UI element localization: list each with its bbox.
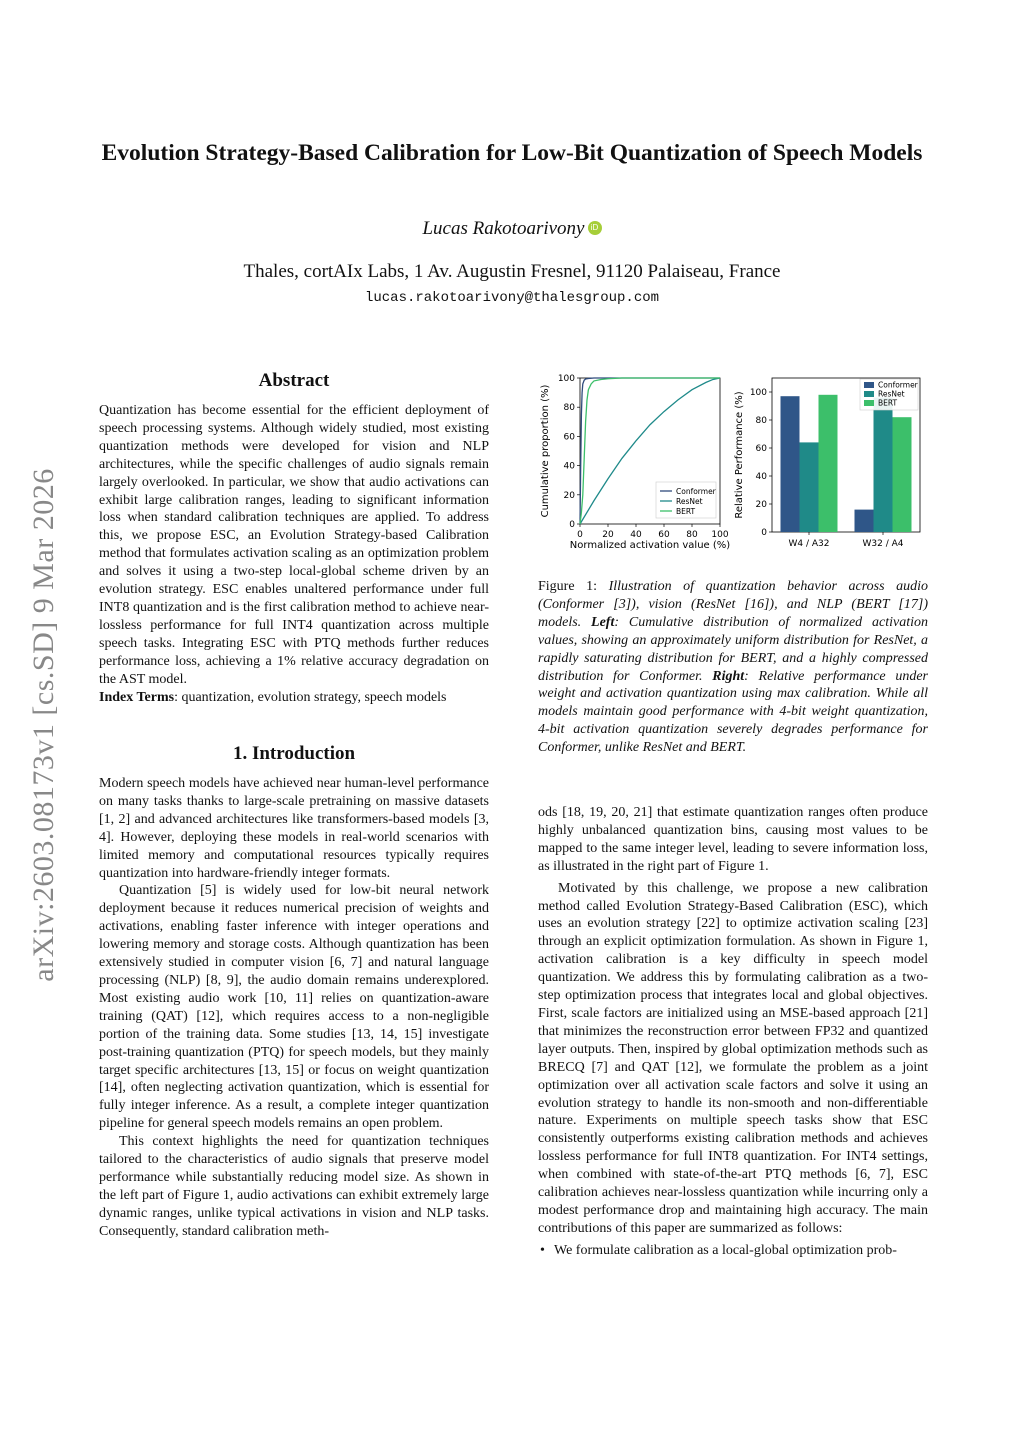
caption-left-label: Left [591, 614, 615, 630]
intro-paragraph-1: Modern speech models have achieved near human-level performance on many tasks thanks to large-scale pretraining on massive datasets [1, 2] and advanced architectures like transformers-based models [3, 4]. However, deploying these models in real-world scenarios with limited memory and computational resources typically requires quantization into hardware-friendly integer formats. [99, 776, 489, 881]
y-axis-label: Relative Performance (%) [734, 391, 745, 519]
x-tick-label: 100 [711, 530, 729, 540]
figure-1 [536, 370, 932, 562]
y-tick-label: 80 [563, 403, 575, 414]
y-tick-label: 0 [569, 520, 575, 530]
intro-paragraph-2: Quantization [5] is widely used for low-bit neural network deployment because it reduces numerical precision of weights and activations, enabling faster inference with integer operations and lowering memory and storage costs. Although quantization has been extensively studied in computer vision [6, 7] and natural language processing (NLP) [8, 9], the audio domain remains underexplored. Most existing audio work [10, 11] relies on quantization-aware training (QAT) [12], which requires access to a non-negligible portion of the training data. Some studies [13, 14, 15] investigate post-training quantization (PTQ) for speech models, but they mainly target specific architectures [13, 15] or focus on weight quantization [14], often neglecting activation quantization, which is essential for fully integer inference. As a result, a complete integer quantization pipeline for general speech models remains an open problem. [99, 883, 489, 1132]
bar-bert [893, 417, 912, 532]
y-tick-label: 0 [761, 528, 767, 538]
y-tick-label: 100 [749, 388, 767, 398]
author-name: Lucas Rakotoarivony [422, 218, 585, 239]
index-terms [99, 689, 489, 707]
x-tick-label: 0 [577, 530, 583, 540]
x-tick-label: 60 [658, 530, 670, 540]
list-item: • We formulate calibration as a local-global optimization prob- [538, 1242, 928, 1260]
y-tick-label: 60 [755, 444, 767, 454]
arxiv-sidebar [14, 430, 74, 1020]
x-tick-label: W32 / A4 [862, 539, 904, 549]
relative-performance-chart [734, 378, 920, 549]
orcid-icon[interactable]: iD [588, 221, 602, 235]
legend-swatch [864, 400, 874, 406]
legend-label: BERT [878, 398, 898, 408]
legend-label: Conformer [676, 487, 716, 496]
author-email[interactable]: lucas.rakotoarivony@thalesgroup.com [364, 290, 660, 306]
x-axis-label: Normalized activation value (%) [569, 540, 731, 551]
intro-heading-wrap [99, 743, 489, 765]
bar-resnet [800, 442, 819, 532]
y-tick-label: 60 [563, 432, 575, 443]
y-axis-label: Cumulative proportion (%) [540, 384, 551, 518]
bar-conformer [781, 396, 800, 532]
intro-body [99, 775, 489, 1241]
y-tick-label: 40 [755, 472, 767, 482]
index-terms-label: Index Terms [99, 689, 175, 705]
contributions-list [538, 1242, 928, 1260]
legend-label: ResNet [878, 389, 905, 399]
author-line [0, 218, 1024, 240]
y-tick-label: 100 [557, 374, 575, 384]
index-terms-text: : quantization, evolution strategy, speech models [174, 689, 447, 705]
caption-part3: : Relative performance under weight and activation quantization using max calibration. While all models maintain good performance with 4-bit weight quantization, 4-bit activation quantization severely degrades performance for Conformer, unlike ResNet and BERT. [538, 668, 928, 756]
abstract-body [99, 402, 489, 706]
caption-label: Figure 1: [538, 579, 598, 594]
legend-label: ResNet [676, 497, 703, 506]
y-tick-label: 20 [755, 500, 767, 510]
legend-label: BERT [676, 507, 696, 516]
right-paragraph-2: Motivated by this challenge, we propose a new calibration method called Evolution Strategy-Based Calibration (ESC), which uses an evolution strategy [22] to optimize activation scaling [23] through an explicit optimization formulation. As shown in Figure 1, activation calibration is a key difficulty in speech model quantization. We address this by formulating calibration as a two-step optimization process that integrates local and global objectives. First, scale factors are initialized using an MSE-based approach [21] that minimizes the reconstruction error between FP32 and quantized layer outputs. Then, inspired by global optimization methods such as BRECQ [7] and QAT [12], we formulate the problem as a joint optimization over all activation scale factors and solve it using an evolution strategy to handle its non-smooth and non-differentiable nature. Experiments on multiple speech tasks show that ESC consistently outperforms existing calibration methods and achieves lossless performance for full INT8 quantization. For INT4 settings, when combined with state-of-the-art PTQ methods [6, 7], ESC calibration achieves near-lossless quantization while incurring only a modest performance drop and maintaining high accuracy. The main contributions of this paper are summarized as follows: [538, 880, 928, 1236]
cumulative-distribution-chart [540, 374, 730, 551]
caption-right-label: Right [712, 668, 745, 684]
y-tick-label: 80 [755, 416, 767, 426]
x-tick-label: W4 / A32 [788, 539, 830, 549]
abstract-section [99, 370, 489, 392]
bar-bert [819, 395, 838, 532]
legend-swatch [864, 382, 874, 388]
affiliation: Thales, cortAIx Labs, 1 Av. Augustin Fresnel, 91120 Palaiseau, France [243, 261, 781, 282]
intro-paragraph-3: This context highlights the need for quantization techniques tailored to the characteristics of audio signals that preserve model performance while substantially reducing model size. As shown in the left part of Figure 1, audio activations can exhibit extremely large dynamic ranges, unlike typical activations in vision and NLP tasks. Consequently, standard calibration meth- [99, 1134, 489, 1239]
y-tick-label: 20 [563, 490, 575, 501]
caption-part2: : Cumulative distribution of normalized activation values, showing an approximately uniform distribution for ResNet, a rapidly saturating distribution for BERT, and a highly compressed distribution for Conformer. [538, 614, 928, 684]
right-paragraph-1: ods [18, 19, 20, 21] that estimate quantization ranges often produce highly unbalanced quantization bins, causing most values to be mapped to the same integer level, leading to severe information loss, as illustrated in the right part of Figure 1. [538, 805, 928, 874]
x-tick-label: 20 [602, 530, 614, 540]
figure-caption [538, 578, 928, 757]
legend-swatch [864, 391, 874, 397]
legend-label: Conformer [878, 380, 918, 390]
y-tick-label: 40 [563, 461, 575, 472]
x-tick-label: 80 [686, 530, 698, 540]
arxiv-id: arXiv:2603.08173v1 [cs.SD] 9 Mar 2026 [27, 468, 60, 982]
bar-conformer [855, 510, 874, 532]
caption-part1: Illustration of quantization behavior across audio (Conformer [3]), vision (ResNet [16]), and NLP (BERT [17]) models. [538, 579, 928, 630]
right-column-body [538, 804, 928, 1260]
bar-resnet [874, 398, 893, 532]
abstract-text: Quantization has become essential for the efficient deployment of speech processing systems. Although widely studied, most existing quantization methods were developed for vision and NLP architectures, while the specific challenges of audio signals remain largely overlooked. In particular, we show that audio activations can exhibit large calibration ranges, leading to significant information loss when standard calibration techniques are applied. To address this, we propose ESC, an Evolution Strategy-based Calibration method that formulates activation scaling as an optimization problem and solves it using a two-step local-global scheme driven by an evolution strategy. ESC enables unaltered performance under full INT8 quantization and is the first calibration method to achieve near-lossless performance for full INT4 quantization across multiple speech tasks. Integrating ESC with PTQ methods further reduces performance loss, achieving a 1% relative accuracy degradation on the AST model. [99, 403, 489, 687]
x-tick-label: 40 [630, 530, 642, 540]
abstract-heading: Abstract [258, 370, 330, 391]
intro-heading: 1. Introduction [232, 743, 356, 764]
paper-title: Evolution Strategy-Based Calibration for Low-Bit Quantization of Speech Models [101, 140, 923, 166]
